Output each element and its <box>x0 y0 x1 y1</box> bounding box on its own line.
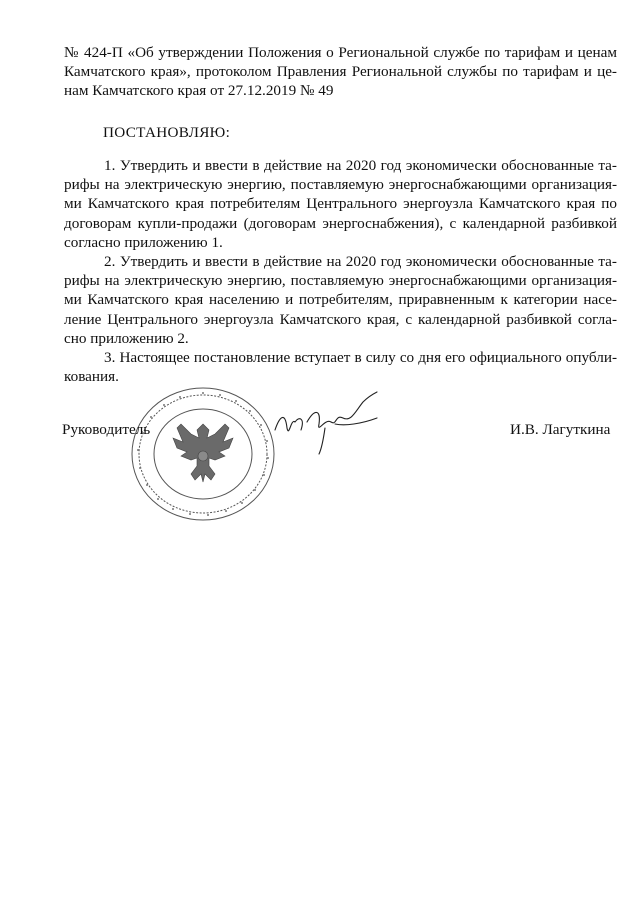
preamble-line: нам Камчатского края от 27.12.2019 № 49 <box>64 82 334 100</box>
item-2-paragraph <box>64 252 617 348</box>
handwritten-signature <box>265 388 385 458</box>
item-line: 1. Утвердить и ввести в действие на 2020 год экономически обоснованные та- <box>104 157 617 174</box>
item-line: сно приложению 2. <box>64 329 189 347</box>
item-line: договорам купли-продажи (договорам энергоснабжения), с календарной разбивкой <box>64 214 617 232</box>
coat-of-arms-seal-icon <box>128 384 278 524</box>
preamble-line: № 424-П «Об утверждении Положения о Региональной службе по тарифам и ценам <box>64 44 617 61</box>
item-line: ление Центрального энергоузла Камчатского края, с календарной разбивкой согла- <box>64 310 617 328</box>
item-line: ми Камчатского края населению и потребителям, приравненным к категории насе- <box>64 291 617 309</box>
item-line: 2. Утвердить и ввести в действие на 2020 год экономически обоснованные та- <box>104 253 617 270</box>
preamble-line: Камчатского края», протоколом Правления Региональной службы по тарифам и це- <box>64 63 617 81</box>
signatory-role: Руководитель <box>62 421 151 438</box>
decree-heading: ПОСТАНОВЛЯЮ: <box>103 124 231 141</box>
item-1-paragraph <box>64 156 617 252</box>
item-line: ми Камчатского края потребителям Центрального энергоузла Камчатского края по <box>64 195 617 213</box>
preamble-paragraph <box>64 43 617 101</box>
item-line: кования. <box>64 368 119 386</box>
signatory-name: И.В. Лагуткина <box>510 421 611 438</box>
item-3-paragraph <box>64 348 617 386</box>
item-line: 3. Настоящее постановление вступает в силу со дня его официального опубли- <box>104 349 617 366</box>
item-line: согласно приложению 1. <box>64 233 223 251</box>
item-line: рифы на электрическую энергию, поставляемую энергоснабжающими организация- <box>64 176 617 194</box>
item-line: рифы на электрическую энергию, поставляемую энергоснабжающими организация- <box>64 272 617 290</box>
